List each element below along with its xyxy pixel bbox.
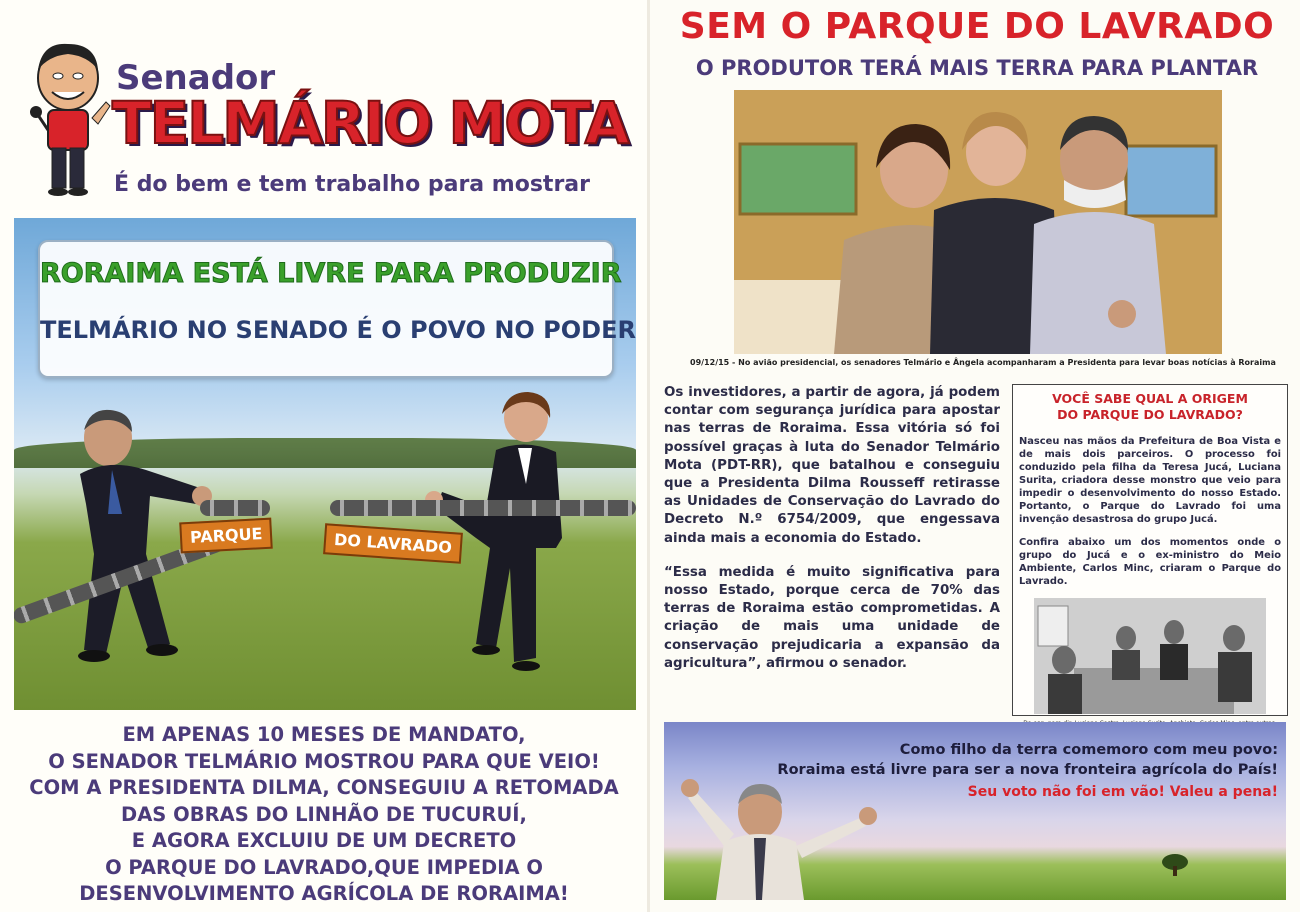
accomplishment-line: E AGORA EXCLUIU DE UM DECRETO [131,829,517,852]
accomplishment-line: DAS OBRAS DO LINHÃO DE TUCURUÍ, [121,802,527,826]
banner-slogan: Seu voto não foi em vão! Valeu a pena! [967,784,1278,800]
sign-do-lavrado: DO LAVRADO [323,523,463,564]
left-page [0,0,648,912]
senador-label: Senador [116,58,276,98]
article-paragraph: “Essa medida é muito significativa para nosso Estado, porque cerca de 70% das terras de Roraima estão comprometidas. A criação de mais uma unidade de conservação prejudicaria a expansão da agricultura”, afirmou o senador. [664,564,1000,671]
tagline: É do bem e tem trabalho para mostrar [114,172,590,197]
banner-subheadline: TELMÁRIO NO SENADO É O POVO NO PODER [40,316,636,344]
senator-name: TELMÁRIO MOTA [112,89,628,157]
article-paragraph: Os investidores, a partir de agora, já podem contar com segurança jurídica para apostar nas terras de Roraima. Essa vitória só foi possível graças à luta do Senador Telmário Mota (PDT-RR), que batalhou e conseguiu que a Presidenta Dilma Rousseff retirasse as Unidades de Conservação do Lavrado do Decreto N.º 6754/2009, que engessava ainda mais a economia do Estado. [664,385,1000,546]
article-body [664,384,1000,689]
accomplishment-line: DESENVOLVIMENTO AGRÍCOLA DE RORAIMA! [79,882,569,905]
sidebar-paragraph: Nasceu nas mãos da Prefeitura de Boa Vista e de mais dois parceiros. O processo foi conduzido pela filha da Teresa Jucá, Luciana Surita, criadora desse monstro que veio para impedir o desenvolvimento do nosso Estado. Portanto, o Parque do Lavrado foi uma invenção desastrosa do grupo Jucá. [1019,436,1281,525]
photo-illustration [734,90,1222,354]
sidebar-title [1019,391,1281,423]
accomplishment-line: O PARQUE DO LAVRADO,QUE IMPEDIA O [105,855,543,879]
celebration-banner [664,722,1286,900]
meeting-photo-illustration [1034,598,1266,714]
sidebar-paragraph: Confira abaixo um dos momentos onde o grupo do Jucá e o ex-ministro do Meio Ambiente, Carlos Minc, criaram o Parque do Lavrado. [1019,537,1281,587]
banner-line: Roraima está livre para ser a nova fronteira agrícola do País! [777,762,1278,778]
accomplishment-line: O SENADOR TELMÁRIO MOSTROU PARA QUE VEIO! [48,749,600,773]
photo-caption: 09/12/15 - No avião presidencial, os senadores Telmário e Ângela acompanharam a Presidenta para levar boas notícias à Roraima [690,358,1276,367]
accomplishments-text [0,722,648,908]
sidebar-title-line: VOCÊ SABE QUAL A ORIGEM [1052,391,1248,406]
chain-right [330,500,636,516]
headline-box [38,240,636,378]
senator-caricature-illustration [22,40,114,200]
right-page [650,0,1300,912]
sidebar-title-line: DO PARQUE DO LAVRADO? [1057,407,1243,422]
meeting-photo [1034,598,1266,714]
cheering-man-illustration [664,722,924,900]
origin-sidebar-box [1012,384,1288,716]
chain-middle-left [200,500,270,516]
page-subtitle: O PRODUTOR TERÁ MAIS TERRA PARA PLANTAR [695,56,1259,80]
accomplishment-line: EM APENAS 10 MESES DE MANDATO, [122,723,526,746]
campaign-banner-image [14,218,636,710]
lone-tree-icon [1160,852,1190,876]
accomplishment-line: COM A PRESIDENTA DILMA, CONSEGUIU A RETOMADA [29,776,619,799]
sign-parque: PARQUE [179,518,273,554]
banner-line: Como filho da terra comemoro com meu povo: [899,742,1278,758]
page-title: SEM O PARQUE DO LAVRADO [679,6,1275,47]
presidential-plane-photo [734,90,1222,354]
banner-headline: RORAIMA ESTÁ LIVRE PARA PRODUZIR [40,258,622,289]
